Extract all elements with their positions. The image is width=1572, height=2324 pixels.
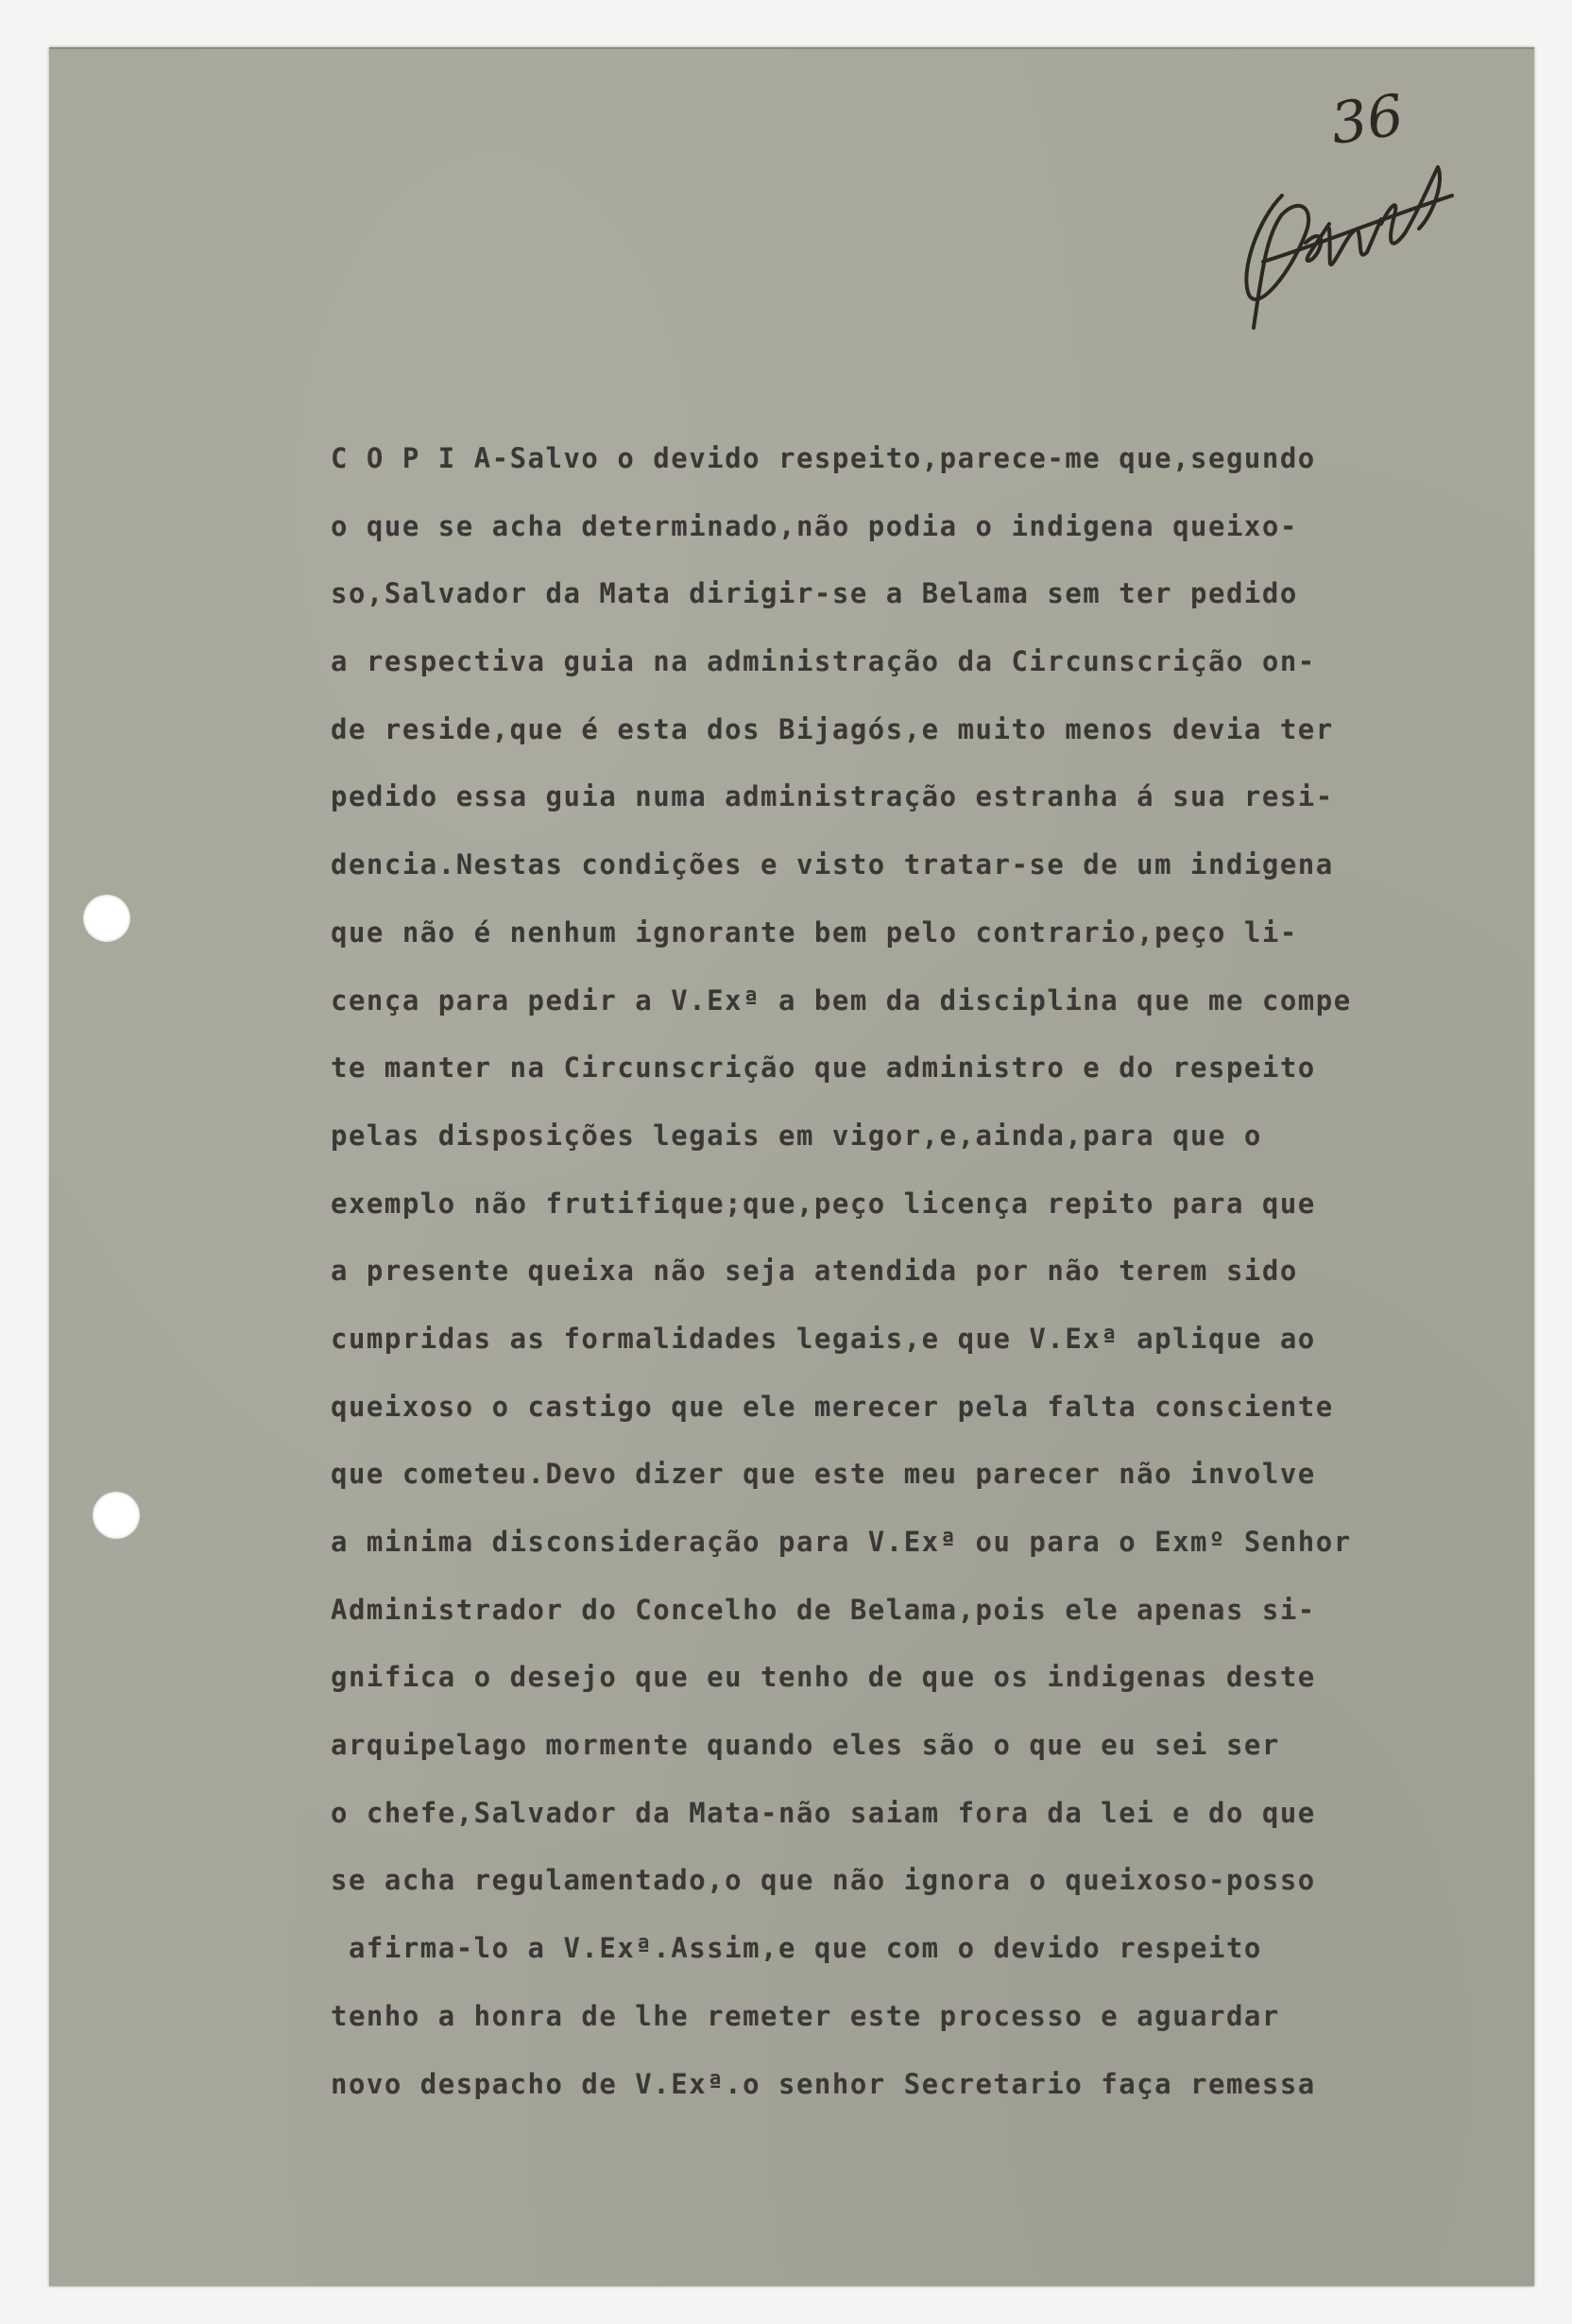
- text-line-21: o chefe,Salvador da Mata-não saiam fora da lei e do que: [331, 1796, 1316, 1829]
- punch-hole: [83, 895, 130, 942]
- text-line-24: tenho a honra de lhe remeter este processo e aguardar: [331, 1999, 1280, 2032]
- text-line-17: a minima disconsideração para V.Exª ou para o Exmº Senhor: [331, 1526, 1352, 1558]
- text-line-23: afirma-lo a V.Exª.Assim,e que com o devido respeito: [331, 1932, 1262, 1965]
- folio-mark: [1225, 73, 1509, 347]
- text-line-5: de reside,que é esta dos Bijagós,e muito menos devia ter: [331, 712, 1334, 745]
- handwritten-signature-icon: [1225, 129, 1471, 347]
- text-line-22: se acha regulamentado,o que não ignora o queixoso-posso: [331, 1864, 1316, 1897]
- text-line-16: que cometeu.Devo dizer que este meu parecer não involve: [331, 1458, 1316, 1491]
- text-line-14: cumpridas as formalidades legais,e que V.Exª aplique ao: [331, 1322, 1316, 1355]
- text-line-6: pedido essa guia numa administração estranha á sua resi-: [331, 780, 1334, 813]
- letter-body: [331, 425, 1483, 2118]
- folio-number: 36: [1326, 82, 1408, 158]
- text-line-10: te manter na Circunscrição que administro e do respeito: [331, 1051, 1316, 1085]
- text-line-20: arquipelago mormente quando eles são o que eu sei ser: [331, 1729, 1280, 1762]
- text-line-3: so,Salvador da Mata dirigir-se a Belama sem ter pedido: [331, 577, 1298, 610]
- text-line-9: cença para pedir a V.Exª a bem da disciplina que me compe: [331, 983, 1352, 1017]
- text-line-4: a respectiva guia na administração da Circunscrição on-: [331, 645, 1316, 678]
- text-line-13: a presente queixa não seja atendida por não terem sido: [331, 1255, 1298, 1288]
- text-line-19: gnifica o desejo que eu tenho de que os indigenas deste: [331, 1661, 1316, 1694]
- text-line-12: exemplo não frutifique;que,peço licença repito para que: [331, 1187, 1316, 1220]
- text-line-11: pelas disposições legais em vigor,e,ainda,para que o: [331, 1119, 1262, 1152]
- text-line-7: dencia.Nestas condições e visto tratar-se de um indigena: [331, 848, 1334, 881]
- text-line-18: Administrador do Concelho de Belama,pois ele apenas si-: [331, 1593, 1316, 1626]
- punch-hole: [93, 1492, 140, 1539]
- text-line-8: que não é nenhum ignorante bem pelo contrario,peço li-: [331, 915, 1298, 948]
- text-line-1: C O P I A-Salvo o devido respeito,parece-me que,segundo: [331, 442, 1316, 474]
- text-line-25: novo despacho de V.Exª.o senhor Secretario faça remessa: [331, 2067, 1316, 2100]
- text-line-2: o que se acha determinado,não podia o indigena queixo-: [331, 509, 1298, 542]
- text-line-15: queixoso o castigo que ele merecer pela falta consciente: [331, 1390, 1334, 1423]
